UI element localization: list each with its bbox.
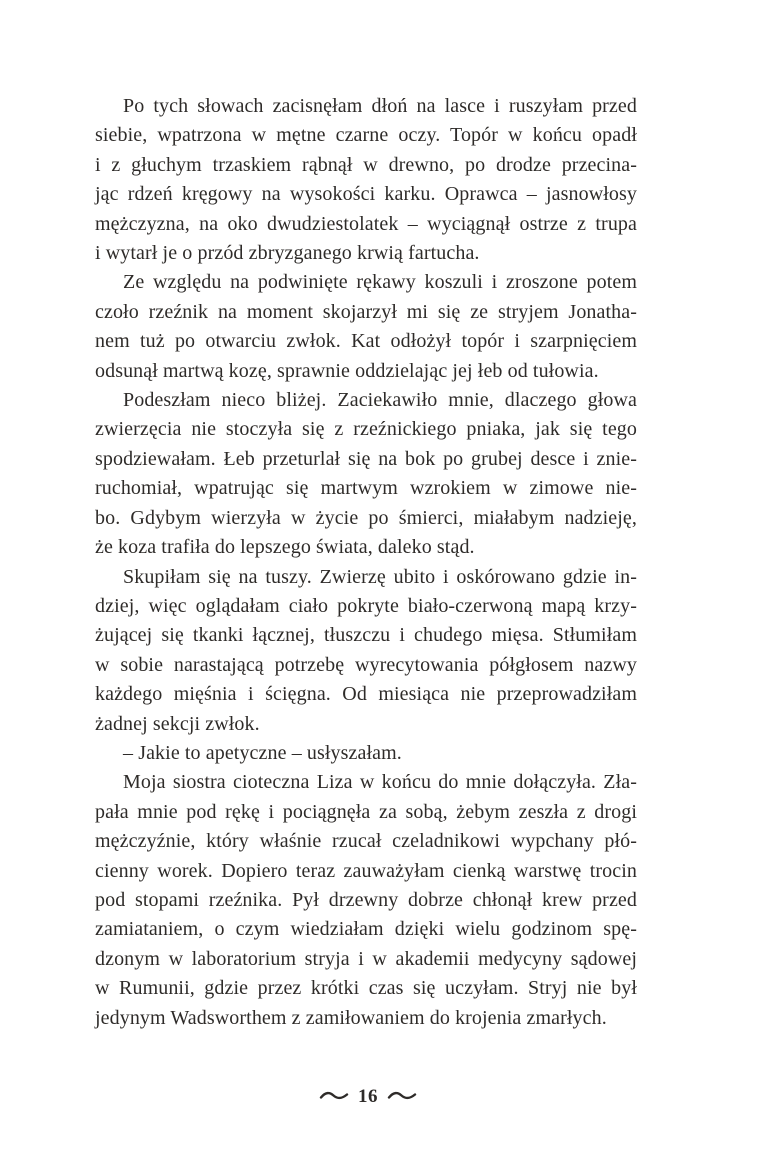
text-line: i z głuchym trzaskiem rąbnął w drewno, po drodze przecina- — [95, 153, 637, 176]
text-line: dziej, więc oglądałam ciało pokryte biało-czerwoną mapą krzy- — [95, 594, 637, 617]
text-line: odsunął martwą kozę, sprawnie oddzielając jej łeb od tułowia. — [95, 359, 599, 382]
page-footer — [319, 1085, 417, 1106]
text-line: i wytarł je o przód zbryzganego krwią fartucha. — [95, 242, 480, 265]
text-line: Skupiłam się na tuszy. Zwierzę ubito i oskórowano gdzie in- — [123, 565, 637, 588]
text-line: – Jakie to apetyczne – usłyszałam. — [123, 741, 402, 764]
text-line: Podeszłam nieco bliżej. Zaciekawiło mnie, dlaczego głowa — [123, 389, 637, 412]
text-line: spodziewałam. Łeb przeturlał się na bok po grubej desce i znie- — [95, 447, 637, 470]
text-line: Moja siostra cioteczna Liza w końcu do mnie dołączyła. Zła- — [123, 771, 637, 794]
text-line: pała mnie pod rękę i pociągnęła za sobą, żebym zeszła z drogi — [95, 800, 637, 823]
paragraph-1 — [95, 92, 637, 268]
text-line: żującej się tkanki łącznej, tłuszczu i chudego mięsa. Stłumiłam — [95, 624, 637, 647]
paragraph-4 — [95, 563, 637, 739]
text-line: pod stopami rzeźnika. Pył drzewny dobrze chłonął krew przed — [95, 888, 637, 911]
text-line: zamiataniem, o czym wiedziałam dzięki wielu godzinom spę- — [95, 918, 637, 941]
text-line: mężczyzna, na oko dwudziestolatek – wyciągnął ostrze z trupa — [95, 212, 637, 235]
text-line: w sobie narastającą potrzebę wyrecytowania półgłosem nazwy — [95, 653, 637, 676]
paragraph-3 — [95, 386, 637, 562]
text-line: zwierzęcia nie stoczyła się z rzeźnickiego pniaka, jak się tego — [95, 418, 637, 441]
text-line: że koza trafiła do lepszego świata, daleko stąd. — [95, 536, 475, 559]
page-text — [95, 92, 637, 1033]
paragraph-2 — [95, 268, 637, 386]
text-line: cienny worek. Dopiero teraz zauważyłam cienką warstwę trocin — [95, 859, 637, 882]
text-line: bo. Gdybym wierzyła w życie po śmierci, miałabym nadzieję, — [95, 506, 637, 529]
text-line: jąc rdzeń kręgowy na wysokości karku. Oprawca – jasnowłosy — [95, 183, 637, 206]
paragraph-6 — [95, 768, 637, 1033]
text-line: Po tych słowach zacisnęłam dłoń na lasce i ruszyłam przed — [123, 95, 637, 117]
swung-dash-left-icon — [319, 1090, 349, 1101]
text-line: nem tuż po otwarciu zwłok. Kat odłożył topór i szarpnięciem — [95, 330, 637, 353]
text-line: żadnej sekcji zwłok. — [95, 712, 260, 735]
text-line: czoło rzeźnik na moment skojarzył mi się ze stryjem Jonatha- — [95, 300, 637, 323]
text-line: siebie, wpatrzona w mętne czarne oczy. Topór w końcu opadł — [95, 124, 637, 147]
text-line: ruchomiał, wpatrując się martwym wzrokiem w zimowe nie- — [95, 477, 637, 500]
text-line: mężczyźnie, który właśnie rzucał czeladnikowi wypchany płó- — [95, 830, 637, 853]
text-line: każdego mięśnia i ścięgna. Od miesiąca nie przeprowadziłam — [95, 683, 637, 706]
text-line: Ze względu na podwinięte rękawy koszuli i zroszone potem — [123, 271, 637, 294]
page-number: 16 — [358, 1086, 378, 1107]
text-line: dzonym w laboratorium stryja i w akademii medycyny sądowej — [95, 947, 637, 970]
paragraph-5 — [95, 739, 637, 768]
swung-dash-right-icon — [387, 1090, 417, 1101]
text-line: w Rumunii, gdzie przez krótki czas się uczyłam. Stryj nie był — [95, 977, 637, 1000]
text-line: jedynym Wadsworthem z zamiłowaniem do krojenia zmarłych. — [95, 1006, 607, 1029]
